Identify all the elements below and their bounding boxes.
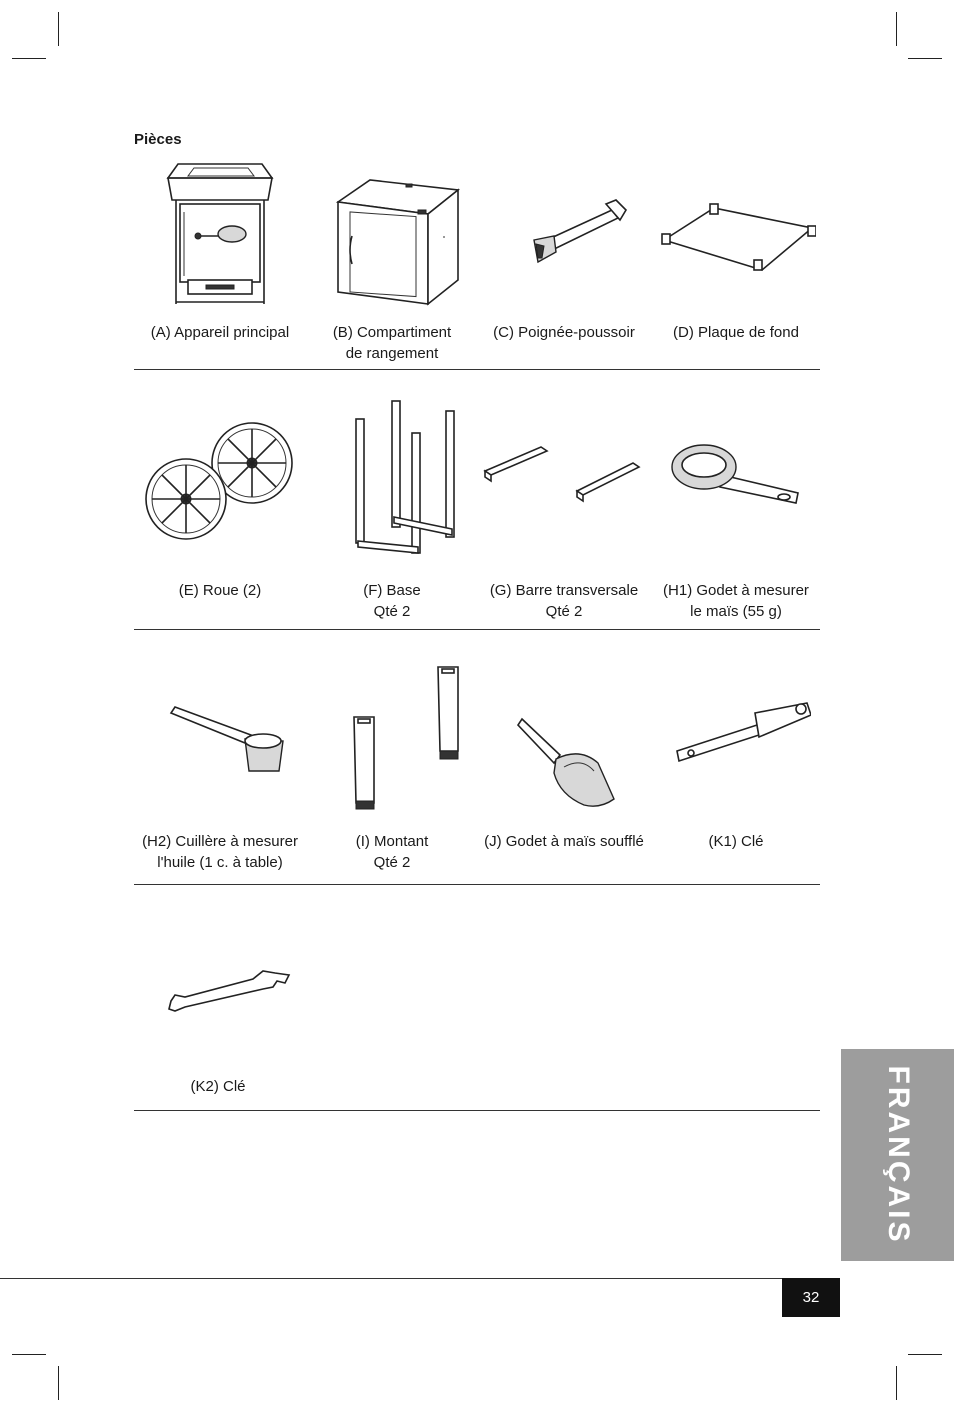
caption-line: Qté 2: [373, 603, 411, 620]
wrench-k2-icon: [134, 965, 306, 1015]
caption-line: Qté 2: [545, 603, 583, 620]
part-caption: [128, 831, 312, 873]
crop-mark: [58, 12, 59, 46]
caption-line: de rangement: [345, 345, 439, 362]
storage-cabinet-icon: [306, 176, 478, 306]
oil-measuring-spoon-icon: [134, 701, 306, 781]
part-caption: [644, 580, 828, 622]
crossbars-icon: [478, 439, 650, 509]
part-caption: [644, 831, 828, 852]
caption-line: (J) Godet à maïs soufflé: [484, 833, 644, 850]
crop-mark: [896, 1366, 897, 1400]
wrench-k1-icon: [650, 695, 822, 775]
part-caption: [300, 580, 484, 622]
part-caption: [472, 831, 656, 852]
popcorn-machine-icon: [134, 156, 306, 306]
crop-mark: [908, 1354, 942, 1355]
part-caption: [128, 580, 312, 601]
crop-mark: [58, 1366, 59, 1400]
part-caption: [300, 831, 484, 873]
caption-line: (K2) Clé: [190, 1078, 246, 1095]
caption-line: (A) Appareil principal: [150, 324, 290, 341]
footer-rule: [0, 1278, 840, 1279]
crop-mark: [896, 12, 897, 46]
caption-line: (E) Roue (2): [178, 582, 262, 599]
caption-line: (F) Base: [363, 582, 421, 599]
row-divider: [134, 629, 820, 630]
caption-line: (H2) Cuillère à mesurer: [142, 833, 298, 850]
push-handle-icon: [478, 196, 650, 276]
language-tab: [841, 1049, 954, 1261]
part-caption: [126, 1076, 310, 1097]
bottom-plate-icon: [650, 200, 822, 276]
crop-mark: [908, 58, 942, 59]
row-divider: [134, 884, 820, 885]
caption-line: (I) Montant: [355, 833, 429, 850]
part-caption: [300, 322, 484, 364]
part-caption: [472, 322, 656, 343]
part-caption: [128, 322, 312, 343]
section-heading: Pièces: [134, 131, 182, 148]
crop-mark: [12, 1354, 46, 1355]
uprights-icon: [306, 663, 478, 813]
base-frame-icon: [306, 397, 478, 557]
caption-line: le maïs (55 g): [690, 603, 782, 620]
kernel-measuring-cup-icon: [650, 435, 822, 515]
caption-line: (B) Compartiment: [332, 324, 452, 341]
caption-line: (K1) Clé: [708, 833, 764, 850]
row-divider: [134, 369, 820, 370]
caption-line: (H1) Godet à mesurer: [663, 582, 809, 599]
popcorn-scoop-icon: [478, 711, 650, 811]
caption-line: l'huile (1 c. à table): [157, 854, 283, 871]
row-divider: [134, 1110, 820, 1111]
language-tab-label: FRANÇAIS: [881, 1065, 915, 1245]
wheels-icon: [134, 407, 306, 547]
caption-line: (D) Plaque de fond: [673, 324, 799, 341]
caption-line: (G) Barre transversale: [489, 582, 639, 599]
caption-line: (C) Poignée-poussoir: [493, 324, 635, 341]
part-caption: [644, 322, 828, 343]
caption-line: Qté 2: [373, 854, 411, 871]
crop-mark: [12, 58, 46, 59]
page-number: 32: [782, 1278, 840, 1317]
part-caption: [472, 580, 656, 622]
